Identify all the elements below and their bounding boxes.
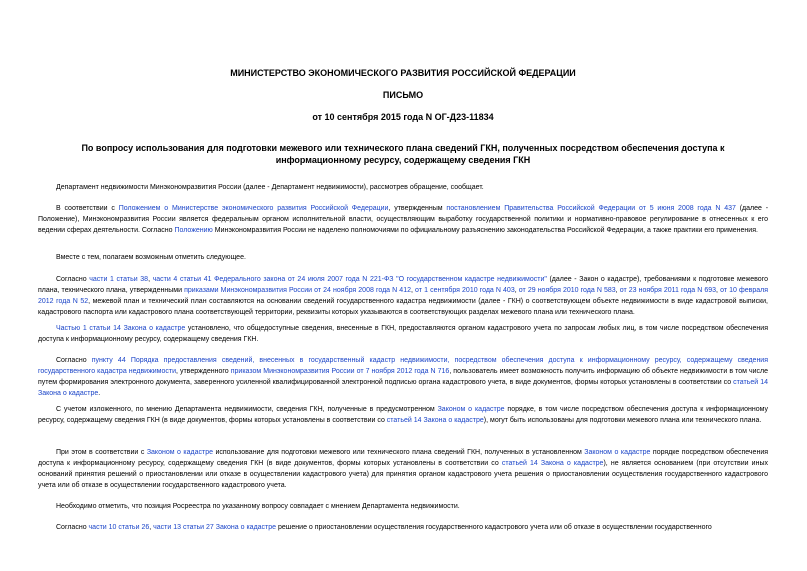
text: Минэкономразвития России не наделено полномочиями по официальному разъяснению законодательства Российской Федерации, а также практики его применения. (212, 227, 758, 234)
ministry-title: МИНИСТЕРСТВО ЭКОНОМИЧЕСКОГО РАЗВИТИЯ РОССИЙСКОЙ ФЕДЕРАЦИИ (230, 68, 576, 78)
document-date-number: от 10 сентября 2015 года N ОГ-Д23-11834 (312, 112, 494, 122)
paragraph-9: Необходимо отметить, что позиция Росреестра по указанному вопросу совпадает с мнением Департамента недвижимости. (56, 503, 460, 510)
text: , утвержденным (388, 205, 447, 212)
text: ), могут быть использованы для подготовки межевого плана или технического плана. (483, 417, 762, 424)
document-type: ПИСЬМО (382, 90, 424, 100)
link-zakon-o-kadastre[interactable]: Законом о кадастре (146, 449, 213, 456)
link-punkt-44-poryadka[interactable]: пункту 44 Порядка предоставления сведений, внесенных в государственный кадастр недвижимости, посредством обеспечения доступа к информационному ресурсу, содержащему сведения государственного кадастра недвижимости (38, 357, 769, 375)
paragraph-4 (38, 274, 768, 318)
text: Согласно (56, 357, 92, 364)
paragraph-5 (38, 323, 768, 345)
paragraph-2 (38, 203, 768, 236)
paragraph-8 (38, 447, 768, 491)
paragraph-6 (38, 355, 768, 399)
text: , (514, 287, 519, 294)
link-postanovlenie-437[interactable]: постановлением Правительства Российской Федерации от 5 июня 2008 года N 437 (446, 205, 736, 212)
link-zakon-o-kadastre[interactable]: Законом о кадастре (584, 449, 651, 456)
text: С учетом изложенного, по мнению Департамента недвижимости, сведения ГКН, полученные в предусмотренном (56, 406, 438, 413)
text: порядке, в том числе посредством обеспечения доступа к информационному ресурсу, содержащему сведения ГКН (в виде документов, формы которых установлены в соответствии со (38, 406, 768, 424)
text: (далее - Положение), Минэкономразвития России является федеральным органом исполнительной власти, осуществляющим выработку государственной политики и нормативно-правовое регулирование в отнесенных к его ведении сферах деятельности. Согласно (38, 205, 769, 234)
paragraph-7 (38, 404, 768, 426)
link-zakon-o-kadastre[interactable]: Законом о кадастре (437, 406, 505, 413)
text: использование для подготовки межевого или технического плана сведений ГКН, полученных в установленном (212, 449, 585, 456)
text: , пользователь имеет возможность получить информацию об объекте недвижимости в том числе путем формирования электронного документа, заверенного усиленной квалифицированной электронной подписью органа кадастрового учета, в виде документов, формы которых установлены в соответствии со (38, 368, 769, 386)
link-polozhenie[interactable]: Положением о Министерстве экономического развития Российской Федерации (118, 205, 389, 212)
text: , межевой план и технический план составляются на основании сведений государственного кадастра недвижимости (далее - ГКН) о соответствующем объекте недвижимости в виде кадастровой выписки, кадастрового паспорта или кадастрового плана соответствующей территории, реквизиты которых указываются в соответствующих разделах межевого плана или технического плана. (38, 298, 768, 316)
text: , (411, 287, 416, 294)
text: Согласно (56, 524, 89, 531)
link-prikaz-403[interactable]: от 1 сентября 2010 года N 403 (415, 287, 515, 294)
text: . (98, 390, 101, 397)
link-prikaz-693[interactable]: от 23 ноября 2011 года N 693 (619, 287, 717, 294)
text: установлено, что общедоступные сведения, внесенные в ГКН, предоставляются органом кадастрового учета по запросам любых лиц, в том числе посредством обеспечения доступа к информационному ресурсу, содержащему сведения ГКН. (38, 325, 768, 343)
text: решение о приостановлении осуществления государственного кадастрового учета или об отказе в осуществлении государственного (276, 524, 712, 531)
text: При этом в соответствии с (56, 449, 147, 456)
link-prikaz-583[interactable]: от 29 ноября 2010 года N 583 (518, 287, 616, 294)
document-subject: По вопросу использования для подготовки межевого или технического плана сведений ГКН, полученных посредством обеспечения доступа к информационному ресурсу, содержащему сведения ГКН (81, 143, 725, 165)
text: порядке посредством обеспечения доступа к информационному ресурсу, содержащему сведения ГКН (в виде документов, формы которых установлены в соответствии со (38, 449, 769, 467)
text: , (716, 287, 721, 294)
link-st-14-zakona[interactable]: статьей 14 Закона о кадастре (386, 417, 484, 424)
link-chast-13-st-27[interactable]: части 13 статьи 27 Закона о кадастре (153, 524, 277, 531)
paragraph-1: Департамент недвижимости Минэкономразвития России (далее - Департамент недвижимости), рассмотрев обращение, сообщает. (56, 184, 484, 191)
paragraph-3: Вместе с тем, полагаем возможным отметить следующее. (56, 254, 246, 261)
link-st-14-zakona[interactable]: статьей 14 Закона о кадастре (38, 379, 768, 397)
paragraph-10 (38, 522, 768, 533)
link-prikaz-412[interactable]: приказами Минэкономразвития России от 24 ноября 2008 года N 412 (184, 287, 411, 294)
link-prikaz-716[interactable]: приказом Минэкономразвития России от 7 ноября 2012 года N 716 (230, 368, 450, 375)
text: ), не является основанием (при отсутствии иных оснований принятия решений о приостановлении или отказе в осуществлении кадастрового учета) для принятия органом кадастрового учета решения о приостановлении осуществления государственного кадастрового учета или об отказе в осуществлении государственного кадастрового учета. (38, 460, 768, 489)
link-chast-1-st-38[interactable]: части 1 статьи 38 (89, 276, 149, 283)
text: , (148, 276, 153, 283)
text: В соответствии с (56, 205, 119, 212)
link-zakon-221-fz[interactable]: части 4 статьи 41 Федерального закона от 24 июля 2007 года N 221-ФЗ "О государственном кадастре недвижимости" (152, 276, 547, 283)
link-chast-1-st-14[interactable]: Частью 1 статьи 14 Закона о кадастре (56, 325, 186, 332)
text: (далее - Закон о кадастре), требованиями к подготовке межевого плана, технического плана, утвержденными (38, 276, 768, 294)
text: , (615, 287, 620, 294)
text: Согласно (56, 276, 90, 283)
text: , утвержденного (175, 368, 231, 375)
text: , (149, 524, 154, 531)
link-st-14-zakona[interactable]: статьей 14 Закона о кадастре (501, 460, 604, 467)
link-polozheniyu[interactable]: Положению (174, 227, 213, 234)
link-prikaz-52[interactable]: от 10 февраля 2012 года N 52 (38, 287, 769, 305)
link-chast-10-st-26[interactable]: части 10 статьи 26 (88, 524, 150, 531)
